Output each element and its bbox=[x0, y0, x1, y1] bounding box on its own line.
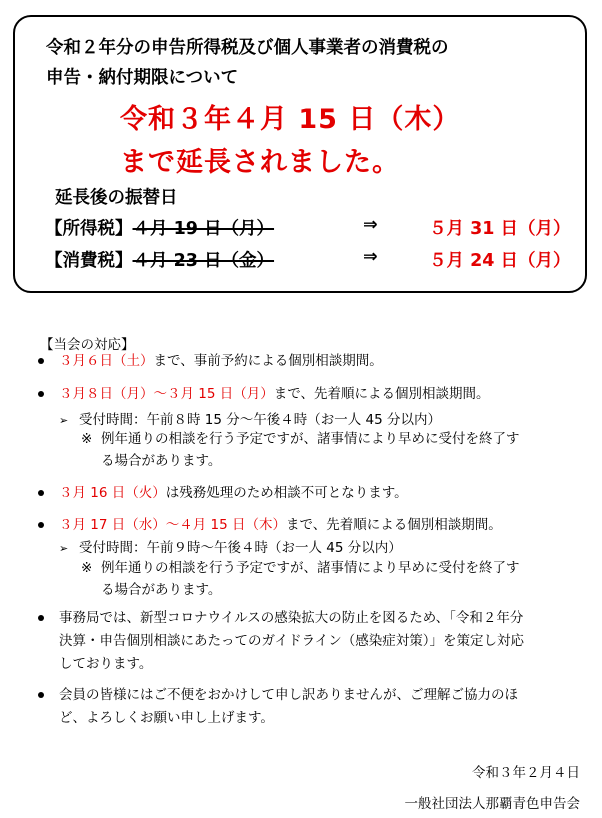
schedule-row-income-tax bbox=[45, 215, 571, 240]
note-line1: 例年通りの相談を行う予定ですが、諸事情により早めに受付を終了す bbox=[101, 560, 520, 576]
arrow-icon: ⇒ bbox=[363, 215, 378, 235]
bullet-icon bbox=[38, 522, 44, 528]
note-line2: る場合があります。 bbox=[101, 453, 222, 469]
schedule-row-consumption-tax bbox=[45, 247, 571, 272]
note-mark: ※ bbox=[81, 431, 93, 447]
item-text: まで、先着順による個別相談期間。 bbox=[286, 517, 502, 533]
notice-heading-line2: 申告・納付期限について bbox=[46, 68, 239, 88]
item-date: ３月 16 日（火） bbox=[59, 485, 166, 501]
item-line2: ど、よろしくお願い申し上げます。 bbox=[59, 710, 274, 726]
tax-label: 【消費税】 bbox=[45, 251, 133, 271]
bullet-icon bbox=[38, 692, 44, 698]
item-line1: 会員の皆様にはご不便をおかけして申し訳ありませんが、ご理解ご協力のほ bbox=[59, 687, 518, 703]
bullet-icon bbox=[38, 358, 44, 364]
item-line1: 事務局では、新型コロナウイルスの感染拡大の防止を図るため、「令和２年分 bbox=[59, 610, 524, 626]
new-date: ５月 31 日（月） bbox=[429, 219, 571, 239]
notice-box bbox=[13, 15, 587, 293]
new-date: ５月 24 日（月） bbox=[429, 251, 571, 271]
note-line1: 例年通りの相談を行う予定ですが、諸事情により早めに受付を終了す bbox=[101, 431, 520, 447]
note-line2: る場合があります。 bbox=[101, 582, 222, 598]
deadline-date: 令和３年４月 15 日（木） bbox=[120, 104, 461, 135]
old-date: ４月 19 日（月） bbox=[132, 219, 275, 239]
notice-heading-line1: 令和２年分の申告所得税及び個人事業者の消費税の bbox=[46, 38, 449, 58]
issue-date: 令和３年２月４日 bbox=[472, 765, 580, 781]
section-title: 【当会の対応】 bbox=[40, 337, 135, 353]
arrow-icon: ⇒ bbox=[363, 247, 378, 267]
reception-hours: ➢ 受付時間：午前８時 15 分～午後４時（お一人 45 分以内） bbox=[59, 412, 442, 428]
bullet-icon bbox=[38, 391, 44, 397]
transfer-date-heading: 延長後の振替日 bbox=[55, 188, 178, 208]
item-line3: しております。 bbox=[59, 656, 153, 672]
item-text: まで、事前予約による個別相談期間。 bbox=[153, 353, 383, 369]
item-date: ３月 17 日（水）～４月 15 日（木） bbox=[59, 517, 287, 533]
old-date: ４月 23 日（金） bbox=[132, 251, 275, 271]
tax-label: 【所得税】 bbox=[45, 219, 133, 239]
reception-hours: ➢ 受付時間：午前９時～午後４時（お一人 45 分以内） bbox=[59, 540, 402, 556]
bullet-icon bbox=[38, 490, 44, 496]
item-line2: 決算・申告個別相談にあたってのガイドライン（感染症対策）」を策定し対応 bbox=[59, 633, 524, 649]
item-text: まで、先着順による個別相談期間。 bbox=[273, 386, 490, 402]
item-date: ３月８日（月）～３月 15 日（月） bbox=[59, 386, 274, 402]
arrowhead-icon: ➢ bbox=[59, 414, 69, 427]
arrowhead-icon: ➢ bbox=[59, 542, 69, 555]
bullet-icon bbox=[38, 615, 44, 621]
item-text: は残務処理のため相談不可となります。 bbox=[165, 485, 408, 501]
deadline-extended-text: まで延長されました。 bbox=[120, 147, 400, 178]
item-date: ３月６日（土） bbox=[59, 353, 154, 369]
note-mark: ※ bbox=[81, 560, 93, 576]
organization-name: 一般社団法人那覇青色申告会 bbox=[404, 796, 580, 812]
